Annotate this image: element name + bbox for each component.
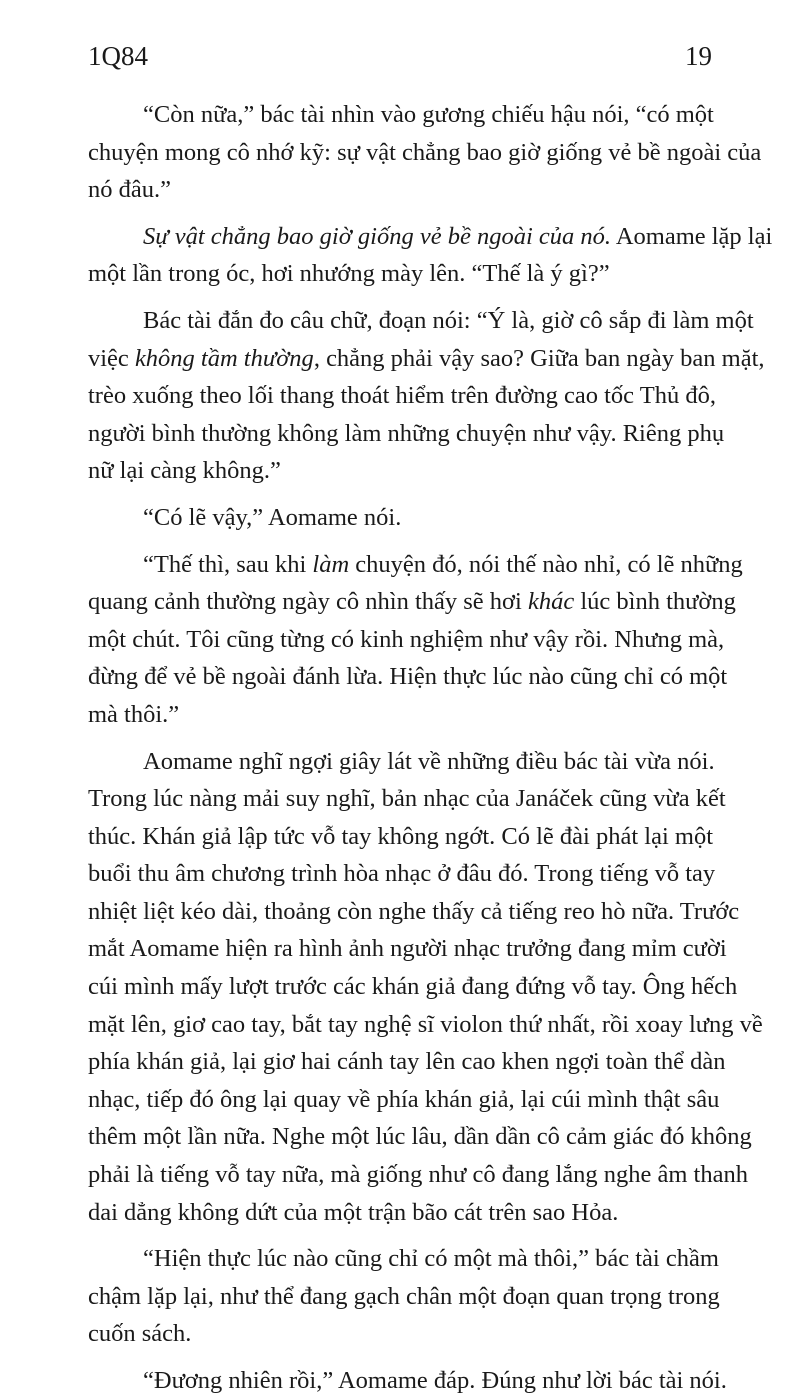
text-line bbox=[88, 930, 727, 968]
text-line bbox=[88, 1194, 712, 1232]
text-segment: cúi mình mấy lượt trước các khán giả đang đứng vỗ tay. Ông hếch bbox=[88, 973, 738, 1001]
text-segment: mà thôi.” bbox=[88, 700, 180, 728]
text-segment: Aomame nghĩ ngợi giây lát về những điều bác tài vừa nói. bbox=[143, 747, 715, 775]
text-line bbox=[88, 452, 712, 490]
text-line bbox=[88, 134, 762, 172]
text-line bbox=[88, 1240, 719, 1278]
text-segment: chậm lặp lại, như thể đang gạch chân một đoạn quan trọng trong bbox=[88, 1282, 720, 1310]
text-segment: phải là tiếng vỗ tay nữa, mà giống như cô đang lắng nghe âm thanh bbox=[88, 1161, 748, 1189]
text-line bbox=[88, 658, 728, 696]
running-header bbox=[88, 38, 712, 74]
text-line bbox=[88, 1006, 763, 1044]
text-line bbox=[88, 96, 712, 134]
text-segment: nhạc, tiếp đó ông lại quay về phía khán giả, lại cúi mình thật sâu bbox=[88, 1085, 720, 1113]
text-segment: mắt Aomame hiện ra hình ảnh người nhạc trưởng đang mỉm cười bbox=[88, 935, 727, 963]
italic-text: khác bbox=[527, 588, 575, 616]
text-segment: một lần trong óc, hơi nhướng mày lên. “Thế là ý gì?” bbox=[88, 260, 610, 288]
book-title: 1Q84 bbox=[88, 41, 148, 71]
text-segment: lúc bình thường bbox=[574, 588, 736, 616]
text-segment: Trong lúc nàng mải suy nghĩ, bản nhạc của Janáček cũng vừa kết bbox=[88, 785, 726, 813]
text-segment: nữ lại càng không.” bbox=[88, 457, 281, 485]
italic-text: làm bbox=[312, 550, 350, 578]
text-line bbox=[88, 1156, 748, 1194]
text-line bbox=[88, 968, 738, 1006]
text-segment: thúc. Khán giả lập tức vỗ tay không ngớt. Có lẽ đài phát lại một bbox=[88, 822, 714, 850]
text-line bbox=[88, 818, 712, 856]
text-segment: cuốn sách. bbox=[88, 1320, 192, 1348]
text-line bbox=[88, 377, 716, 415]
text-line bbox=[88, 302, 754, 340]
text-segment: dai dẳng không dứt của một trận bão cát trên sao Hỏa. bbox=[88, 1198, 619, 1226]
text-segment: đừng để vẻ bề ngoài đánh lừa. Hiện thực lúc nào cũng chỉ có một bbox=[88, 663, 728, 691]
text-segment: “Có lẽ vậy,” Aomame nói. bbox=[143, 503, 402, 531]
text-line bbox=[88, 1362, 727, 1400]
text-segment: mặt lên, giơ cao tay, bắt tay nghệ sĩ violon thứ nhất, rồi xoay lưng về bbox=[88, 1010, 763, 1038]
text-line bbox=[88, 621, 725, 659]
text-line bbox=[88, 218, 773, 256]
text-line bbox=[88, 1118, 752, 1156]
text-line bbox=[88, 340, 765, 378]
text-segment: chuyện đó, nói thế nào nhỉ, có lẽ những bbox=[349, 550, 743, 578]
text-line bbox=[88, 499, 712, 537]
text-line bbox=[88, 855, 716, 893]
text-segment: phía khán giả, lại giơ hai cánh tay lên cao khen ngợi toàn thể dàn bbox=[88, 1048, 726, 1076]
text-segment: , chẳng phải vậy sao? Giữa ban ngày ban mặt, bbox=[313, 344, 765, 372]
text-segment: nhiệt liệt kéo dài, thoảng còn nghe thấy cả tiếng reo hò nữa. Trước bbox=[88, 897, 740, 925]
text-segment: “Còn nữa,” bác tài nhìn vào gương chiếu hậu nói, “có một bbox=[143, 101, 714, 128]
text-segment: chuyện mong cô nhớ kỹ: sự vật chẳng bao giờ giống vẻ bề ngoài của bbox=[88, 138, 762, 166]
text-line bbox=[88, 893, 740, 931]
text-line bbox=[88, 415, 725, 453]
text-segment: một chút. Tôi cũng từng có kinh nghiệm như vậy rồi. Nhưng mà, bbox=[88, 625, 725, 653]
text-segment: việc bbox=[88, 344, 135, 372]
text-line bbox=[88, 743, 715, 781]
text-line bbox=[88, 583, 736, 621]
text-segment: thêm một lần nữa. Nghe một lúc lâu, dần dần cô cảm giác đó không bbox=[88, 1123, 752, 1151]
text-segment: nó đâu.” bbox=[88, 176, 171, 204]
text-segment: quang cảnh thường ngày cô nhìn thấy sẽ hơi bbox=[88, 588, 528, 616]
text-segment: Aomame lặp lại bbox=[611, 222, 773, 250]
body-text bbox=[88, 96, 773, 1400]
text-segment: “Hiện thực lúc nào cũng chỉ có một mà thôi,” bác tài chầm bbox=[143, 1245, 719, 1273]
text-line bbox=[88, 546, 743, 584]
text-line bbox=[88, 171, 712, 209]
text-segment: “Đương nhiên rồi,” Aomame đáp. Đúng như lời bác tài nói. bbox=[143, 1367, 727, 1394]
text-segment: “Thế thì, sau khi bbox=[143, 550, 313, 578]
page-number: 19 bbox=[685, 41, 712, 71]
text-line bbox=[88, 1043, 726, 1081]
text-line bbox=[88, 696, 712, 734]
text-line bbox=[88, 1081, 720, 1119]
text-line bbox=[88, 1315, 712, 1353]
italic-text: Sự vật chẳng bao giờ giống vẻ bề ngoài của nó. bbox=[143, 222, 612, 250]
text-line bbox=[88, 780, 726, 818]
text-line bbox=[88, 1278, 720, 1316]
text-segment: trèo xuống theo lối thang thoát hiểm trên đường cao tốc Thủ đô, bbox=[88, 382, 716, 410]
text-segment: người bình thường không làm những chuyện như vậy. Riêng phụ bbox=[88, 419, 725, 447]
italic-text: không tầm thường bbox=[134, 344, 314, 372]
text-segment: Bác tài đắn đo câu chữ, đoạn nói: “Ý là, giờ cô sắp đi làm một bbox=[143, 306, 754, 334]
text-line bbox=[88, 255, 712, 293]
text-segment: buổi thu âm chương trình hòa nhạc ở đâu đó. Trong tiếng vỗ tay bbox=[88, 860, 716, 888]
